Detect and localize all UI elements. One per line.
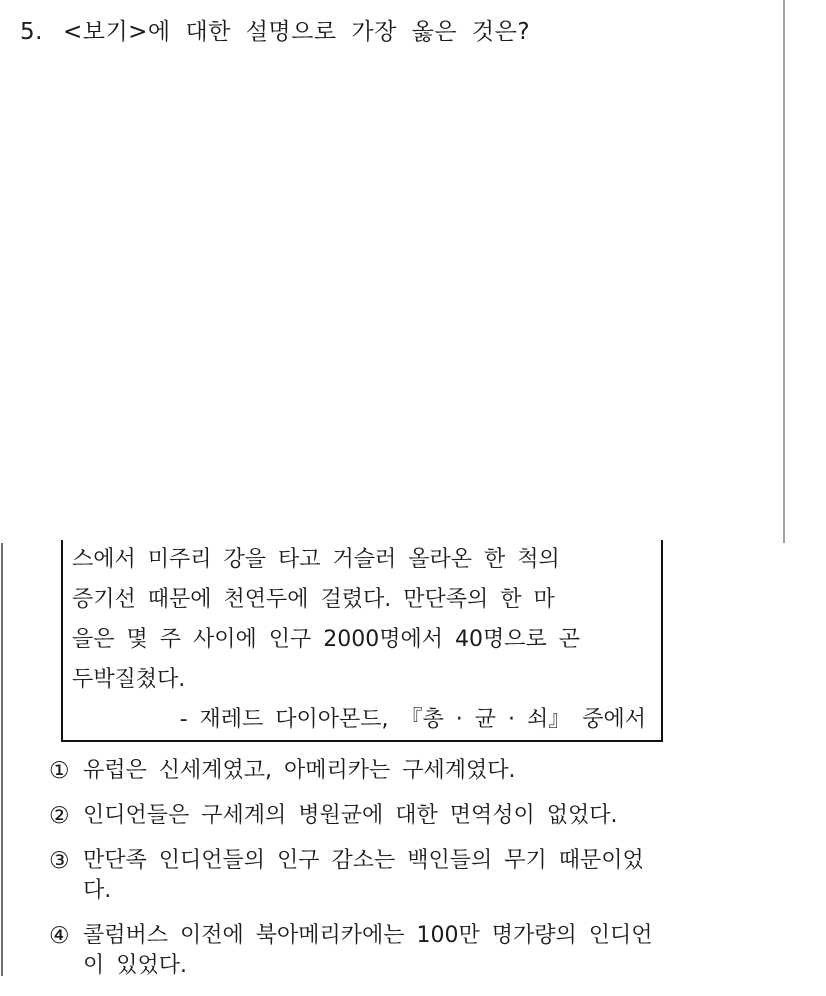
choice-4-marker: ④	[49, 923, 70, 949]
choice-line: 이 있었다.	[83, 953, 187, 978]
quote-attribution: - 재레드 다이아몬드, 『총 · 균 · 쇠』 중에서	[179, 707, 646, 732]
quote-line: 을은 몇 주 사이에 인구 2000명에서 40명으로 곤	[72, 627, 580, 652]
quote-box	[61, 540, 663, 742]
choice-2-marker: ②	[49, 803, 70, 829]
choice-2-text	[83, 801, 618, 831]
choice-3-text	[83, 846, 644, 906]
quote-line: 증기선 때문에 천연두에 걸렸다. 만단족의 한 마	[72, 587, 555, 612]
choice-line: 인디언들은 구세계의 병원균에 대한 면역성이 없었다.	[83, 803, 618, 828]
choice-2	[49, 801, 809, 831]
choice-line: 만단족 인디언들의 인구 감소는 백인들의 무기 때문이었	[83, 848, 644, 873]
quote-line: 두박질쳤다.	[72, 667, 186, 692]
question-text: <보기>에 대한 설명으로 가장 옳은 것은?	[62, 19, 531, 45]
choice-1-marker: ①	[49, 758, 70, 784]
column-divider-left	[1, 543, 3, 976]
column-divider-right	[783, 0, 785, 543]
quote-line: 스에서 미주리 강을 타고 거슬러 올라온 한 척의	[72, 547, 560, 572]
choice-line: 다.	[83, 878, 112, 903]
choice-1-text	[83, 756, 516, 786]
choice-line: 콜럼버스 이전에 북아메리카에는 100만 명가량의 인디언	[83, 923, 653, 948]
choice-3	[49, 846, 809, 906]
choice-3-marker: ③	[49, 848, 70, 874]
choice-4-text	[83, 921, 653, 981]
choice-line: 유럽은 신세계였고, 아메리카는 구세계였다.	[83, 758, 516, 783]
choices-list	[49, 756, 809, 996]
choice-4	[49, 921, 809, 981]
choice-1	[49, 756, 809, 786]
question-number: 5.	[20, 19, 43, 45]
question-header	[20, 13, 530, 46]
